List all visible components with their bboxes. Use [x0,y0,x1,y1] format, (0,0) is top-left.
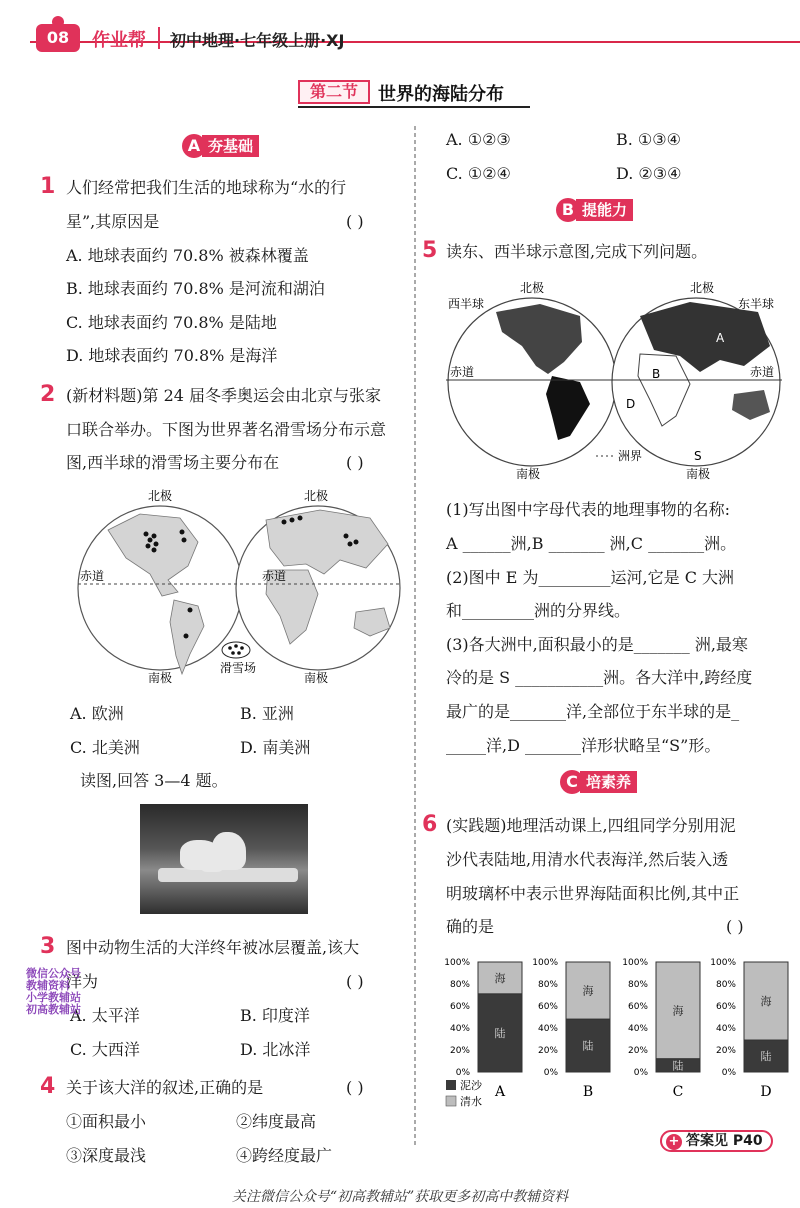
segment-label-sea: 海 [494,971,506,985]
y-tick-label: 40% [537,1024,558,1034]
option-c: C. 北美洲 [70,738,140,757]
legend-swatch-land [446,1080,456,1090]
y-tick-label: 60% [715,1002,736,1012]
letter-a: A [716,331,725,345]
map-north-label: 北极 [304,489,329,503]
category-letter: B [556,198,580,222]
equator-label: 赤道 [750,365,775,379]
y-tick-label: 20% [537,1046,558,1056]
subquestion-text: (1)写出图中字母代表的地理事物的名称: [446,500,731,519]
answer-reference-label: 答案见 P40 [686,1133,763,1149]
map-north-label: 北极 [148,489,173,503]
option-a: A. 欧洲 [70,704,124,723]
page-number: 08 [36,24,80,52]
question-text: 明玻璃杯中表示世界海陆面积比例,其中正 [446,884,740,903]
question-text: 图中动物生活的大洋终年被冰层覆盖,该大 [66,938,360,957]
watermark-line: 教辅资料 [26,979,70,992]
footer-note: 关注微信公众号“初高教辅站”获取更多初高中教辅资料 [231,1189,569,1205]
question-number: 6 [422,812,438,837]
category-letter: C [560,770,584,794]
sea-land-ratio-chart [440,948,790,1120]
x-category-label: A [494,1084,506,1100]
statement-item: ④跨经度最广 [236,1146,333,1165]
ski-resort-map [70,484,410,694]
question-number: 1 [40,174,56,199]
category-a-badge [182,134,259,158]
answer-paren: ( ) [346,972,364,991]
segment-label-sea: 海 [672,1004,684,1018]
map-south-label: 南极 [148,671,173,685]
category-c-badge [560,770,637,794]
polar-bear-photo [140,804,308,914]
category-letter: A [182,134,206,158]
y-tick-label: 0% [543,1068,558,1078]
question-number: 2 [40,382,56,407]
watermark-line: 小学教辅站 [26,991,81,1004]
question-text: 沙代表陆地,用清水代表海洋,然后装入透 [446,850,729,869]
plus-icon: + [666,1134,682,1150]
y-tick-label: 40% [715,1024,736,1034]
question-text: 图,西半球的滑雪场主要分布在 [66,453,280,472]
fill-blank-line: A ______洲,B _______ 洲,C _______洲。 [446,534,737,553]
y-tick-label: 0% [721,1068,736,1078]
y-tick-label: 100% [532,958,558,968]
fill-blank-line: _____洋,D _______洋形状略呈“S”形。 [446,736,721,755]
instruction-text: 读图,回答 3—4 题。 [80,771,228,790]
y-tick-label: 80% [715,980,736,990]
segment-label-sea: 海 [760,995,772,1009]
question-number: 4 [40,1074,56,1099]
fill-blank-line: 和_________洲的分界线。 [446,601,631,620]
hemisphere-map [440,276,790,488]
y-tick-label: 0% [455,1068,470,1078]
map-north-label: 北极 [690,281,715,295]
letter-b: B [652,367,661,381]
fill-blank-line: 最广的是_______洋,全部位于东半球的是_ [446,702,740,721]
subquestion-text: (3)各大洲中,面积最小的是_______ 洲,最寒 [446,635,748,654]
subquestion-text: (2)图中 E 为_________运河,它是 C 大洲 [446,568,735,587]
segment-label-land: 陆 [494,1026,506,1040]
polar-bear-cub [200,852,224,872]
letter-d: D [626,397,636,411]
y-tick-label: 60% [537,1002,558,1012]
option-d: D. 北冰洋 [240,1040,311,1059]
watermark-stamp [26,968,90,1016]
y-tick-label: 100% [622,958,648,968]
option-d: D. ②③④ [616,164,682,183]
question-number: 5 [422,238,438,263]
y-tick-label: 60% [627,1002,648,1012]
question-text: (实践题)地理活动课上,四组同学分别用泥 [446,816,736,835]
y-tick-label: 40% [627,1024,648,1034]
fill-blank-line: 冷的是 S ___________洲。各大洋中,跨经度 [446,668,753,687]
y-tick-label: 20% [715,1046,736,1056]
y-tick-label: 40% [449,1024,470,1034]
legend-label-sea: 清水 [460,1095,482,1108]
category-label: 夯基础 [202,135,259,157]
question-text: (新材料题)第 24 届冬季奥运会由北京与张家 [66,386,382,405]
category-b-badge [556,198,633,222]
answer-paren: ( ) [346,1078,364,1097]
option-c: C. 大西洋 [70,1040,140,1059]
y-tick-label: 100% [444,958,470,968]
option-b: B. 印度洋 [240,1006,310,1025]
statement-item: ②纬度最高 [236,1112,317,1131]
answer-paren: ( ) [346,453,364,472]
category-label: 提能力 [576,199,633,221]
x-category-label: D [760,1084,772,1100]
legend-swatch-sea [446,1096,456,1106]
watermark-line: 微信公众号 [26,967,81,980]
answer-paren: ( ) [346,212,364,231]
y-tick-label: 60% [449,1002,470,1012]
equator-label: 赤道 [262,569,287,583]
option-a: A. 地球表面约 70.8% 被森林覆盖 [66,246,309,265]
option-c: C. 地球表面约 70.8% 是陆地 [66,313,277,332]
option-c: C. ①②④ [446,164,511,183]
option-d: D. 地球表面约 70.8% 是海洋 [66,346,278,365]
map-south-label: 南极 [516,467,541,481]
question-text: 星”,其原因是 [66,212,160,231]
section-title: 世界的海陆分布 [378,84,504,105]
option-a: A. 太平洋 [70,1006,140,1025]
map-south-label: 南极 [686,467,711,481]
brand-logo: 作业帮 [92,30,146,51]
x-category-label: B [582,1084,594,1100]
question-text: 人们经常把我们生活的地球称为“水的行 [66,178,347,197]
statement-item: ①面积最小 [66,1112,147,1131]
segment-label-land: 陆 [672,1059,684,1073]
option-b: B. 地球表面约 70.8% 是河流和湖泊 [66,279,325,298]
segment-label-land: 陆 [760,1050,772,1064]
question-text: 关于该大洋的叙述,正确的是 [66,1078,264,1097]
border-legend-label: 洲界 [618,449,643,463]
ice-floe [158,868,298,882]
y-tick-label: 80% [449,980,470,990]
letter-s: S [694,449,702,463]
question-text: 确的是 [446,917,495,936]
map-south-label: 南极 [304,671,329,685]
legend-label: 滑雪场 [220,661,257,675]
category-label: 培素养 [580,771,637,793]
legend-label-land: 泥沙 [460,1079,482,1092]
statement-item: ③深度最浅 [66,1146,147,1165]
eastern-hemisphere-label: 东半球 [738,297,775,311]
answer-reference-button[interactable] [660,1130,773,1152]
segment-label-land: 陆 [582,1039,594,1053]
y-tick-label: 100% [710,958,736,968]
question-number: 3 [40,934,56,959]
watermark-line: 初高教辅站 [26,1003,81,1016]
book-title: 初中地理·七年级上册·XJ [170,31,345,50]
map-north-label: 北极 [520,281,545,295]
header-divider [158,27,160,49]
equator-label: 赤道 [80,569,105,583]
section-label: 第二节 [298,80,370,104]
western-hemisphere-label: 西半球 [448,297,485,311]
question-text: 读东、西半球示意图,完成下列问题。 [446,242,708,261]
column-divider [414,126,416,1146]
x-category-label: C [672,1084,684,1100]
answer-paren: ( ) [726,917,744,936]
y-tick-label: 20% [449,1046,470,1056]
segment-label-sea: 海 [582,984,594,998]
section-underline [298,106,530,108]
question-text: 口联合举办。下图为世界著名滑雪场分布示意 [66,420,387,439]
option-d: D. 南美洲 [240,738,311,757]
y-tick-label: 0% [633,1068,648,1078]
equator-label: 赤道 [450,365,475,379]
y-tick-label: 20% [627,1046,648,1056]
y-tick-label: 80% [537,980,558,990]
option-b: B. 亚洲 [240,704,294,723]
option-a: A. ①②③ [446,130,511,149]
option-b: B. ①③④ [616,130,681,149]
question-text: 洋为 [66,972,99,991]
y-tick-label: 80% [627,980,648,990]
